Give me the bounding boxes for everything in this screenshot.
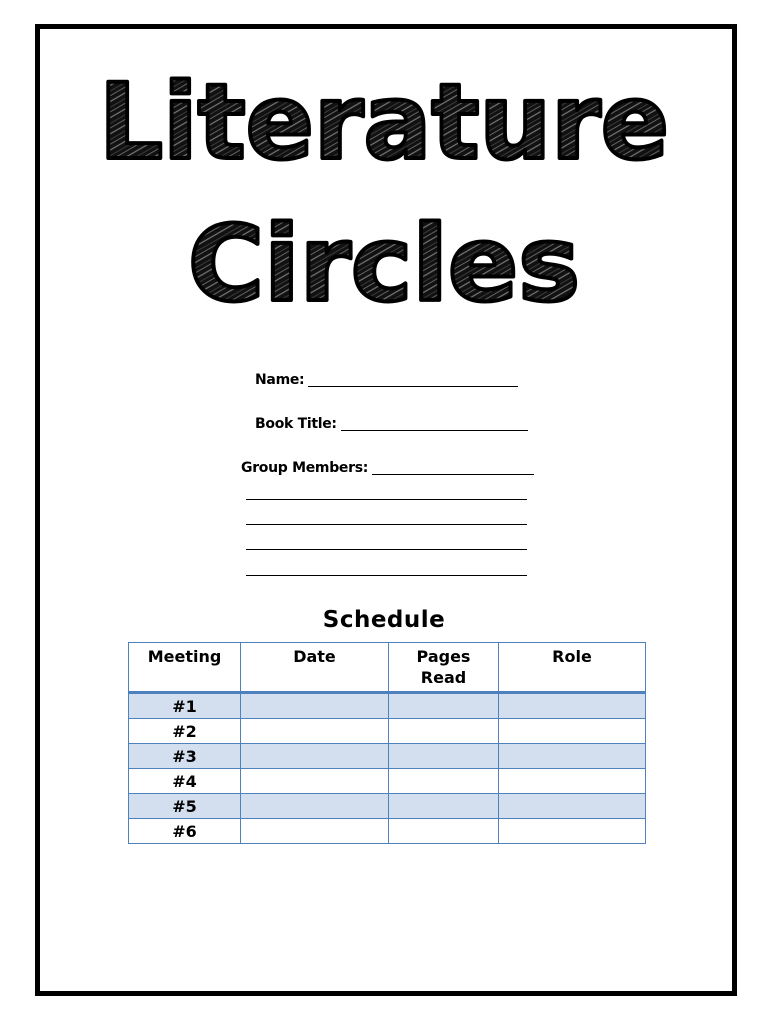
schedule-table [128,642,646,844]
table-row [129,693,646,719]
meeting-number: #6 [129,819,241,844]
group-member-line[interactable] [246,499,527,500]
meeting-number: #3 [129,744,241,769]
column-header-pages-read: Pages Read [389,643,499,693]
role-cell[interactable] [499,769,646,794]
meeting-number: #4 [129,769,241,794]
title-line-1: Literature [99,61,669,183]
role-cell[interactable] [499,693,646,719]
group-members-blank[interactable] [372,460,534,475]
column-header-role: Role [499,643,646,693]
role-cell[interactable] [499,794,646,819]
group-member-line[interactable] [246,524,527,525]
pages-read-cell[interactable] [389,719,499,744]
pages-read-cell[interactable] [389,769,499,794]
date-cell[interactable] [241,693,389,719]
date-cell[interactable] [241,744,389,769]
date-cell[interactable] [241,794,389,819]
table-row [129,794,646,819]
name-label: Name: [255,372,305,388]
meeting-number: #5 [129,794,241,819]
title-graphic [0,0,768,340]
group-member-line[interactable] [246,549,527,550]
date-cell[interactable] [241,819,389,844]
book-title-blank[interactable] [341,416,528,431]
date-cell[interactable] [241,719,389,744]
pages-read-cell[interactable] [389,744,499,769]
column-header-date: Date [241,643,389,693]
role-cell[interactable] [499,719,646,744]
group-members-label: Group Members: [241,460,369,476]
pages-read-cell[interactable] [389,693,499,719]
name-blank[interactable] [308,372,518,387]
table-header-row [129,643,646,693]
group-member-line[interactable] [246,575,527,576]
title-line-2: Circles [188,203,580,325]
table-row [129,744,646,769]
table-row [129,769,646,794]
role-cell[interactable] [499,819,646,844]
name-field [255,372,518,388]
role-cell[interactable] [499,744,646,769]
book-title-label: Book Title: [255,416,337,432]
meeting-number: #2 [129,719,241,744]
table-row [129,819,646,844]
group-members-field [241,460,534,476]
pages-read-cell[interactable] [389,794,499,819]
column-header-meeting: Meeting [129,643,241,693]
table-row [129,719,646,744]
meeting-number: #1 [129,693,241,719]
date-cell[interactable] [241,769,389,794]
schedule-heading: Schedule [322,607,446,633]
pages-read-cell[interactable] [389,819,499,844]
book-title-field [255,416,528,432]
